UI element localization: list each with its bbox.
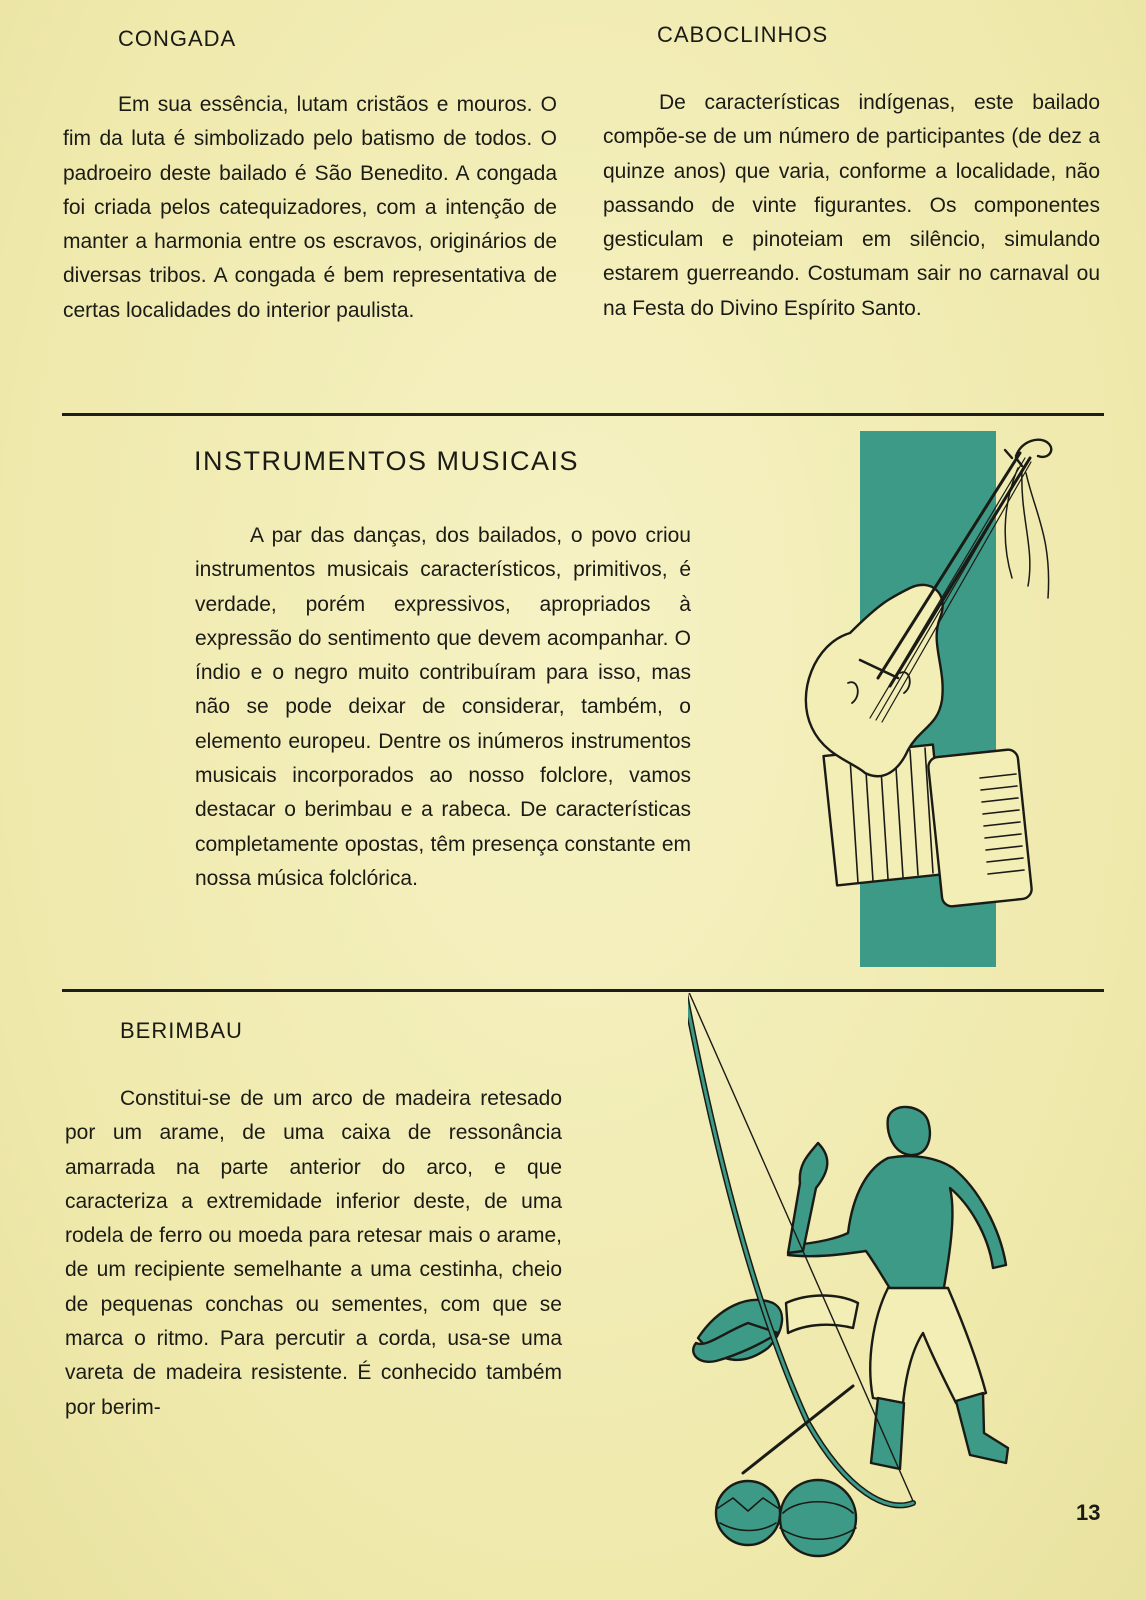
violin-scroll (1016, 440, 1051, 457)
divider-top (62, 413, 1104, 416)
player-head (888, 1107, 930, 1155)
caxixi-basket (716, 1481, 780, 1545)
violin-accordion-illustration (790, 428, 1075, 973)
berimbau-text: Constitui-se de um arco de madeira retesado por um arame, de uma caixa de ressonância amarrada na parte anterior do arco, e que caracteriza a extremidade inferior deste, de uma rodela de ferro ou moeda para retesar mais o arame, de um recipiente semelhante a uma cestinha, cheio de pequenas conchas ou sementes, com que se marca o ritmo. Para percutir a corda, usa-se uma vareta de madeira resistente. É conhecido também por berim- (65, 1087, 562, 1419)
berimbau-heading: BERIMBAU (120, 1018, 243, 1043)
caboclinhos-heading: CABOCLINHOS (657, 22, 829, 47)
page-number: 13 (1076, 1500, 1101, 1525)
instrumentos-heading: INSTRUMENTOS MUSICAIS (194, 446, 580, 476)
berimbau-gourd (780, 1480, 856, 1556)
accordion-keyboard (927, 749, 1032, 908)
player-trousers (870, 1288, 986, 1403)
congada-text: Em sua essência, lutam cristãos e mouros. O fim da luta é simbolizado pelo batismo de todos. O padroeiro deste bailado é São Benedito. A congada foi criada pelos catequizadores, com a intenção de manter a harmonia entre os escravos, originários de diversas tribos. A congada é bem representativa de certas localidades do interior paulista. (63, 93, 557, 322)
divider-middle (62, 989, 1104, 992)
ribbon (1005, 468, 1048, 598)
instrumentos-text: A par das danças, dos bailados, o povo criou instrumentos musicais característicos, primitivos, é verdade, porém expressivos, apropriados à expressão do sentimento que devem acompanhar. O índio e o negro muito contribuíram para isso, mas não se pode deixar de considerar, também, o elemento europeu. Dentre os inúmeros instrumentos musicais incorporados ao nosso folclore, vamos destacar o berimbau e a rabeca. De características completamente opostas, têm presença constante em nossa música folclórica. (195, 524, 691, 890)
caboclinhos-text: De características indígenas, este bailado compõe-se de um número de participantes (de dez a quinze anos) que varia, conforme a localidade, não passando de vinte figurantes. Os componentes gesticulam e pinoteiam em silêncio, simulando estarem guerreando. Costumam sair no carnaval ou na Festa do Divino Espírito Santo. (603, 91, 1100, 320)
berimbau-player-illustration (688, 993, 1058, 1563)
congada-heading: CONGADA (118, 26, 237, 51)
